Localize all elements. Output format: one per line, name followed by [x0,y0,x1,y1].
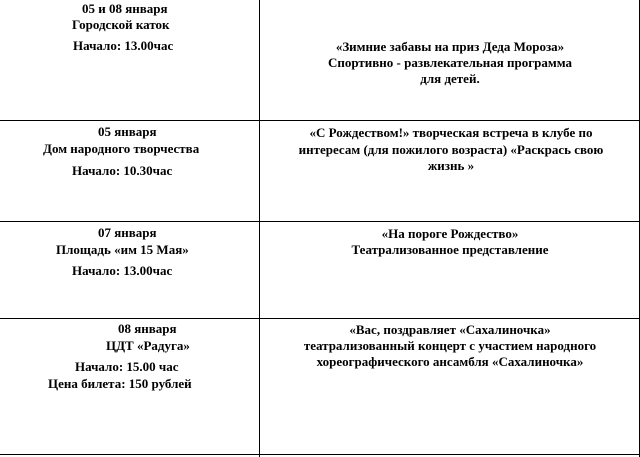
event-start-time: Начало: 13.00час [72,263,173,278]
event-venue: ЦДТ «Радуга» [106,338,190,353]
event-date: 07 января [98,225,157,240]
event-date: 08 января [118,321,177,336]
event-title: «Вас, поздравляет «Сахалиночка» [349,322,551,337]
event-title: «С Рождеством!» творческая встреча в клубе по [309,125,593,140]
event-start-time: Начало: 15.00 час [75,359,179,374]
event-venue: Городской каток [72,17,170,32]
event-date: 05 января [98,124,157,139]
event-venue: Дом народного творчества [43,141,200,156]
event-description: Спортивно - развлекательная программа [327,55,573,70]
event-title: «Зимние забавы на приз Деда Мороза» [335,39,565,54]
event-venue: Площадь «им 15 Мая» [56,242,189,257]
row-divider [0,221,640,222]
bottom-border [0,454,640,455]
event-description: интересам (для пожилого возраста) «Раскрась свою [298,142,604,157]
event-description: театрализованный концерт с участием народного [303,338,597,353]
ticket-price: Цена билета: 150 рублей [48,376,192,391]
row-divider [0,318,640,319]
event-description: для детей. [420,71,480,86]
row-divider [0,120,640,121]
event-description: хореографического ансамбля «Сахалиночка» [316,354,584,369]
event-title: «На пороге Рождество» [381,226,519,241]
event-start-time: Начало: 13.00час [73,38,174,53]
column-divider [259,0,260,457]
event-description: Театрализованное представление [351,242,549,257]
event-start-time: Начало: 10.30час [72,163,173,178]
event-description: жизнь » [427,158,475,173]
event-date: 05 и 08 января [82,1,168,16]
